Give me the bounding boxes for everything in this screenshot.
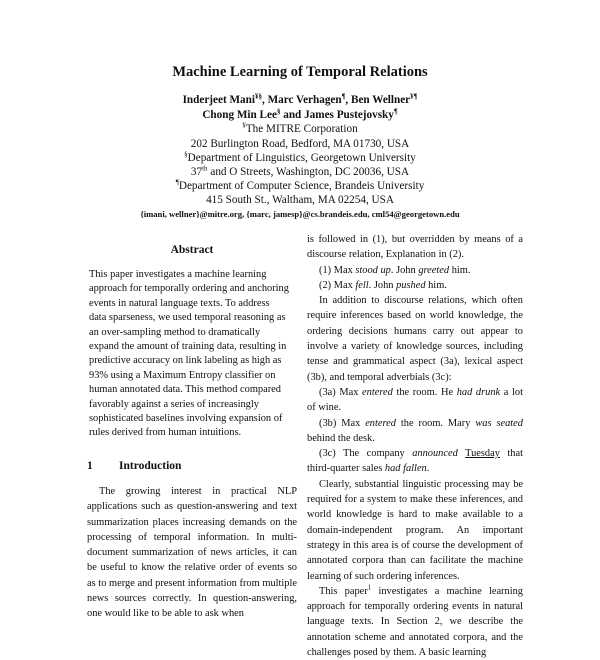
affiliation-brandeis-address: 415 South St., Waltham, MA 02254, USA bbox=[206, 194, 394, 206]
affil-name: Department of Linguistics, Georgetown University bbox=[187, 152, 416, 164]
author-name: , Ben Wellner bbox=[345, 94, 411, 106]
affil-mark: ¥ bbox=[242, 121, 246, 130]
example-1: (1) Max stood up. John greeted him. bbox=[319, 264, 471, 276]
affil-name: The MITRE Corporation bbox=[245, 123, 358, 135]
author-name: and James Pustejovsky bbox=[280, 109, 394, 121]
footnote-marker: 1 bbox=[367, 583, 372, 592]
affil-mark: ¶ bbox=[175, 178, 179, 187]
author-emails: {imani, wellner}@mitre.org, {marc, jamesp}@cs.brandeis.edu, cml54@georgetown.edu bbox=[140, 209, 460, 219]
author-line-1 bbox=[0, 93, 600, 108]
continued-paragraph: is followed in (1), but overridden by means of a discourse relation, Explanation in (2). bbox=[307, 234, 523, 261]
introduction-paragraph: The growing interest in practical NLP applications such as question-answering and text summarization places increasing demands on the processing of temporal information. In multi-document summarization of news articles, it can be useful to know the relative order of events so as to merge and present information from multiple news sources correctly. In question-answering, one would like to be able to ask when bbox=[87, 486, 297, 620]
example-3b: (3b) Max entered the room. Mary was seated behind the desk. bbox=[307, 417, 523, 444]
author-name: Chong Min Lee bbox=[202, 109, 277, 121]
author-name: , Marc Verhagen bbox=[261, 94, 342, 106]
author-affil-mark: ¶ bbox=[393, 107, 398, 116]
affiliation-mitre bbox=[0, 122, 600, 137]
affiliation-brandeis bbox=[0, 179, 600, 194]
affiliation-georgetown bbox=[0, 151, 600, 166]
author-affil-mark: § bbox=[276, 107, 281, 116]
section-heading-introduction bbox=[87, 460, 297, 472]
author-affil-mark: ¥§ bbox=[254, 92, 262, 101]
affiliation-georgetown-address bbox=[0, 165, 600, 180]
author-line-2 bbox=[0, 108, 600, 123]
right-column bbox=[307, 232, 523, 660]
street-number: 37 bbox=[190, 166, 203, 178]
abstract-heading: Abstract bbox=[170, 244, 214, 256]
section-number: 1 bbox=[87, 460, 93, 472]
paragraph-this-paper: This paper$^1$ investigates a machine learning approach for temporally ordering events in natural language texts. In Section 2, we describe the annotation scheme and annotated corpora, and the challenges posed by them. A basic learning bbox=[307, 583, 523, 659]
affil-mark: § bbox=[184, 150, 188, 159]
ordinal-suffix: th bbox=[202, 164, 208, 173]
example-2: (2) Max fell. John pushed him. bbox=[319, 279, 447, 291]
author-affil-mark: ¥¶ bbox=[410, 92, 418, 101]
paper-title: Machine Learning of Temporal Relations bbox=[172, 64, 428, 80]
example-3c: (3c) The company announced Tuesday that third-quarter sales had fallen. bbox=[307, 448, 523, 475]
section-title: Introduction bbox=[119, 460, 182, 472]
author-name: Inderjeet Mani bbox=[182, 94, 255, 106]
paragraph-knowledge-sources: In addition to discourse relations, which often require inferences based on world knowledge, the ordering decisions humans carry out appear to involve a variety of knowledge sources, including tense and grammatical aspect (3a), lexical aspect (3b), and temporal adverbials (3c): bbox=[307, 295, 523, 383]
affil-name: Department of Computer Science, Brandeis University bbox=[178, 180, 425, 192]
paragraph-linguistic-processing: Clearly, substantial linguistic processing may be required for a system to make these inferences, and world knowledge is hard to make available to a domain-independent program. An important strategy in this area is of course the development of annotated corpora than can facilitate the machine learning of such ordering inferences. bbox=[307, 478, 523, 582]
abstract-text: This paper investigates a machine learning approach for temporally ordering and anchoring events in natural language texts. To address data sparseness, we used temporal reasoning as an over-sampling method to dramatically expand the amount of training data, resulting in predictive accuracy on link labeling as high as 93% using a Maximum Entropy classifier on human annotated data. This method compared favorably against a series of increasingly sophisticated baselines involving expansion of rules derived from human intuitions. bbox=[89, 269, 289, 439]
example-3a: (3a) Max entered the room. He had drunk a lot of wine. bbox=[307, 386, 523, 414]
street-rest: and O Streets, Washington, DC 20036, USA bbox=[207, 166, 410, 178]
author-affil-mark: ¶ bbox=[341, 92, 346, 101]
affiliation-mitre-address: 202 Burlington Road, Bedford, MA 01730, USA bbox=[190, 138, 410, 150]
